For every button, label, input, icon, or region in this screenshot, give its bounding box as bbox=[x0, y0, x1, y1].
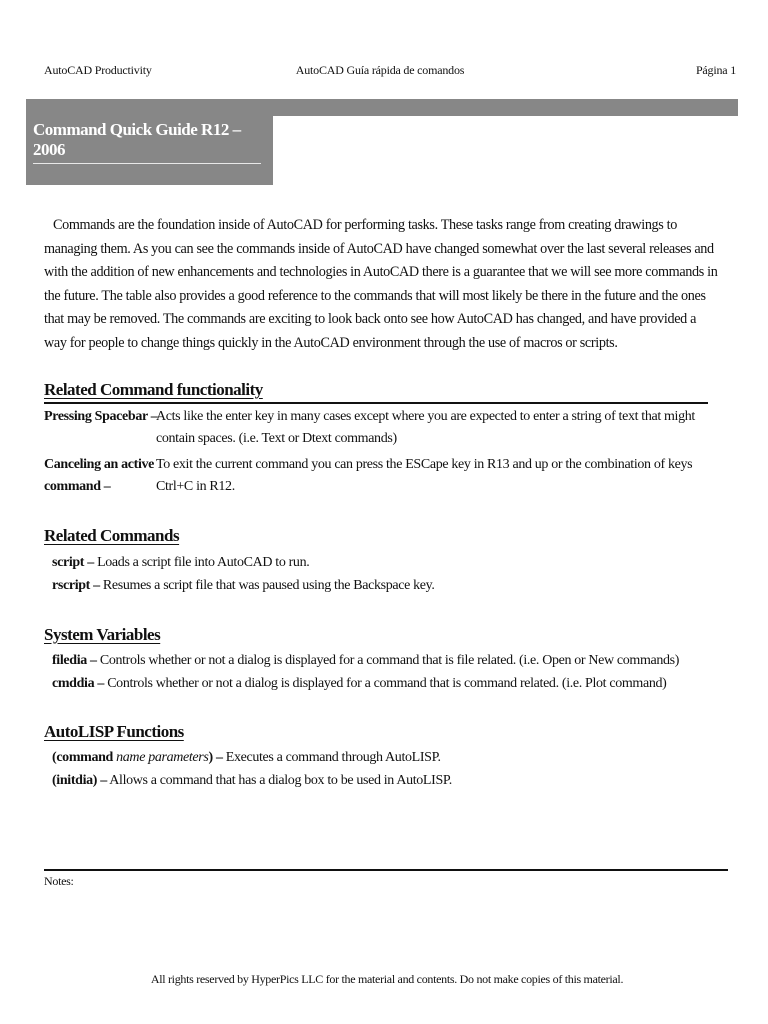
definition-canceling-command: To exit the current command you can press the ESCape key in R13 and up or the combination of keys Ctrl+C in R12. bbox=[156, 457, 693, 494]
title-bar-strip bbox=[26, 99, 738, 116]
system-variables-heading: System Variables bbox=[44, 625, 161, 644]
autolisp-heading: AutoLISP Functions bbox=[44, 722, 184, 741]
definition-pressing-spacebar: Acts like the enter key in many cases except where you are expected to enter a string of text that might contain spaces. (i.e. Text or Dtext commands) bbox=[156, 409, 695, 446]
dash-command: – bbox=[212, 750, 223, 765]
list-item-command bbox=[52, 747, 441, 769]
term-script: script – bbox=[52, 555, 94, 570]
list-item-filedia bbox=[52, 650, 679, 672]
desc-rscript: Resumes a script file that was paused using the Backspace key. bbox=[99, 578, 435, 593]
list-item-rscript bbox=[52, 575, 435, 597]
list-item-initdia bbox=[52, 770, 452, 792]
term-rscript: rscript – bbox=[52, 578, 100, 593]
desc-initdia: Allows a command that has a dialog box to be used in AutoLISP. bbox=[106, 773, 452, 788]
footer-copyright: All rights reserved by HyperPics LLC for the material and contents. Do not make copies of this material. bbox=[150, 972, 624, 986]
title-block bbox=[26, 116, 273, 185]
header-left: AutoCAD Productivity bbox=[44, 63, 152, 77]
header-center: AutoCAD Guía rápida de comandos bbox=[295, 63, 465, 77]
list-item-script bbox=[52, 552, 309, 574]
desc-command: Executes a command through AutoLISP. bbox=[222, 750, 441, 765]
page-title: Command Quick Guide R12 – 2006 bbox=[33, 120, 261, 164]
related-commands-heading: Related Commands bbox=[44, 526, 180, 545]
term-canceling-command: Canceling an active command – bbox=[44, 457, 155, 494]
list-item-cmddia bbox=[52, 673, 666, 695]
section-rule bbox=[44, 402, 708, 404]
related-functionality-heading: Related Command functionality bbox=[44, 380, 263, 399]
desc-script: Loads a script file into AutoCAD to run. bbox=[93, 555, 310, 570]
header-page-number: Página 1 bbox=[695, 63, 736, 77]
desc-cmddia: Controls whether or not a dialog is displayed for a command that is command related. (i.e. Plot command) bbox=[104, 676, 667, 691]
desc-filedia: Controls whether or not a dialog is displayed for a command that is file related. (i.e. Open or New commands) bbox=[96, 653, 680, 668]
paren-close: ) bbox=[208, 750, 213, 765]
intro-paragraph: Commands are the foundation inside of AutoCAD for performing tasks. These tasks range from creating drawings to managing them. As you can see the commands inside of AutoCAD have changed somewhat over the last several releases and with the addition of new enhancements and technologies in AutoCAD there is a guarantee that we will see more commands in the future. The table also provides a good reference to the commands that will most likely be there in the future and the ones that may be removed. The commands are exciting to look back onto see how AutoCAD has changed, and have provided a way for people to change things quickly in the AutoCAD environment through the use of macros or scripts. bbox=[44, 217, 718, 351]
term-filedia: filedia – bbox=[52, 653, 97, 668]
term-pressing-spacebar: Pressing Spacebar – bbox=[44, 409, 158, 424]
paren-open: ( bbox=[52, 750, 57, 765]
notes-label: Notes: bbox=[44, 874, 74, 888]
params-command: name parameters bbox=[112, 750, 209, 765]
notes-rule bbox=[44, 869, 728, 871]
term-cmddia: cmddia – bbox=[52, 676, 105, 691]
term-initdia: (initdia) – bbox=[52, 773, 107, 788]
term-command: command bbox=[56, 750, 113, 765]
